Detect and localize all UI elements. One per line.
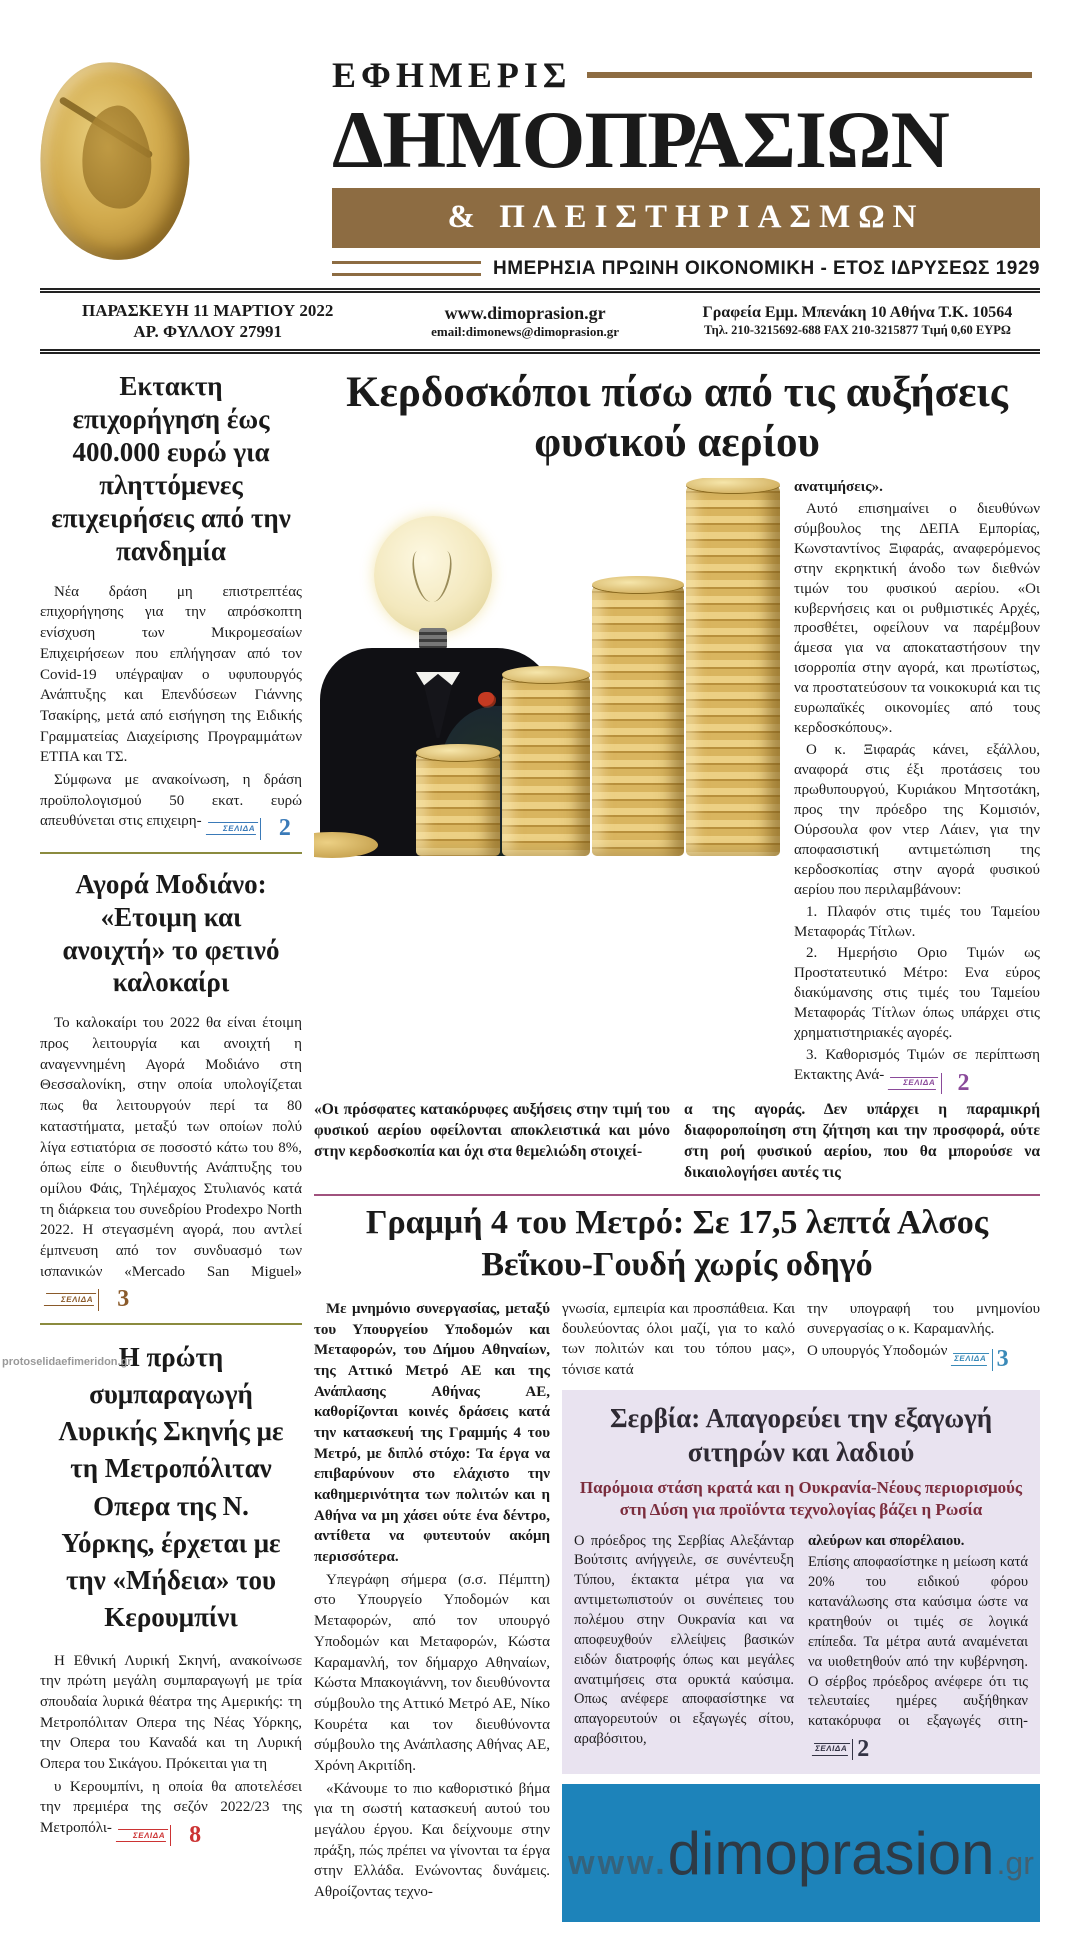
article-paragraph: Σύμφωνα με ανακοίνωση, η δράση προϋπολογισμού 50 εκατ. ευρώ απευθύνεται στις επιχειρη- <box>40 771 302 830</box>
phone-fax-price: Τηλ. 210-3215692-688 FAX 210-3215877 Τιμή 0,60 ΕΥΡΩ <box>703 323 1011 338</box>
serbia-column-2 <box>808 1532 1028 1763</box>
lead-article-quote-row <box>314 1100 1040 1184</box>
section-divider <box>40 852 302 854</box>
article-paragraph: υ Κερουμπίνι, η οποία θα αποτελέσει την πρεμιέρα της σεζόν 2022/23 της Μετροπόλι- <box>40 1778 302 1837</box>
office-address: Γραφεία Εμμ. Μπενάκη 10 Αθήνα Τ.Κ. 10564 <box>702 304 1013 322</box>
serbia-article-box <box>562 1390 1040 1775</box>
serbia-subheadline: Παρόμοια στάση κρατά και η Ουκρανία-Νέους περιορισμούς στη Δύση για προϊόντα τεχνολογίας βάζει η Ρωσία <box>579 1478 1023 1520</box>
coin-stack-1 <box>416 752 500 856</box>
article-headline: Αγορά Μοδιάνο: «Ετοιμη και ανοιχτή» το φετινό καλοκαίρι <box>62 868 280 998</box>
contact-web <box>371 302 679 341</box>
banner-www: www. <box>568 1843 668 1882</box>
masthead-band <box>332 188 1040 248</box>
serbia-column-1 <box>574 1532 794 1763</box>
article-headline: Εκτακτη επιχορήγηση έως 400.000 ευρώ για πληττόμενες επιχειρήσεις από την πανδημία <box>51 371 291 566</box>
main-column <box>314 366 1040 1922</box>
coin-stack-2 <box>502 674 590 856</box>
article-paragraph: Νέα δράση μη επιστρεπτέας επιχορήγησης για την απρόσκοπτη ενίσχυση των Μικρομεσαίων Επιχειρήσεων που επλήγησαν από τον Covid-19 υπέγραψαν ο υφυπουργός Ανάπτυξης και Επενδύσεων Γιάννης Τσακίρης, μετά από εισήγηση της Ειδικής Γραμματείας Διαχείρισης Προγραμμάτων ΕΤΠΑ και ΤΣ. <box>40 583 302 766</box>
metro-column-1 <box>314 1299 550 1923</box>
article-paragraph: Υπεγράφη σήμερα (σ.σ. Πέμπτη) στο Υπουργείο Υποδομών και Μεταφορών, από τον υπουργό Υποδομών και Μεταφορών, Κώστα Καραμανλή, τον δήμαρχο Αθηναίων, Κώστα Μπακογιάννη, τον διευθύνοντα σύμβουλο της Αττικό Μετρό ΑΕ, Νίκο Κουρέτα και τον διευθύνοντα σύμβουλο της Ανάπλασης Αθήνας ΑΕ, Χρόνη Ακριτίδη. <box>314 1571 550 1774</box>
article-paragraph: Ο κ. Ξιφαράς κάνει, εξάλλου, αναφορά στις έξι προτάσεις του πρωθυπουργού, Κυριάκου Μητσοτάκη, προς την πρόεδρο της Κομισιόν, Ούρσουλα φον ντερ Λάιεν, για την αποφασιστική αντιμετώπιση της κερδοσκοπίας στην αγορά φυσικού αερίου που περιλαμβάνουν: <box>794 742 1040 898</box>
banner-domain: dimoprasion <box>667 1819 995 1887</box>
article-paragraph: 2. Ημερήσιο Οριο Τιμών ως Προστατευτικό Μέτρο: Ενα εύρος διακύμανσης στις τιμές του Ταμείου Μεταφοράς Τίτλων όπως υπάρχει στις χρηματιστηριακές αγορές. <box>794 945 1040 1042</box>
page-ref-badge: ΣΕΛΙΔΑ 8 <box>117 1825 201 1847</box>
hermes-coin-logo <box>30 55 200 268</box>
article-paragraph: γνωσία, εμπειρία και προσπάθεια. Και δουλεύοντας όλοι μαζί, για το καλό των πολιτών και του τόπου μας», τόνισε κατά <box>562 1300 795 1378</box>
quote-column-2: α της αγοράς. Δεν υπάρχει η παραμικρή διαφοροποίηση στη ζήτηση και την προσφορά, ούτε στη ροή φυσικού αερίου, που θα μπορούσε να δικαιολογήσει αυτές τις <box>684 1101 1040 1181</box>
sidebar-article-grants <box>40 370 302 840</box>
info-bar <box>40 288 1040 355</box>
bulb-screw-base <box>419 628 447 650</box>
masthead <box>40 54 1040 280</box>
page-ref-badge: ΣΕΛΙΔΑ 3 <box>952 1349 1008 1371</box>
article-paragraph: 3. Καθορισμός Τιμών σε περίπτωση Εκτακτης Ανά- <box>794 1047 1040 1084</box>
page-ref-badge: ΣΕΛΙΔΑ 2 <box>813 1739 869 1761</box>
article-paragraph: ανατιμήσεις». <box>794 478 883 495</box>
lead-headline: Κερδοσκόποι πίσω από τις αυξήσεις φυσικού αερίου <box>346 369 1008 466</box>
masthead-subtitle: & ΠΛΕΙΣΤΗΡΙΑΣΜΩΝ <box>447 199 925 236</box>
sidebar-article-modiano <box>40 868 302 1311</box>
email-address: email:dimonews@dimoprasion.gr <box>431 324 620 339</box>
article-paragraph: αλεύρων και σπορέλαιου. <box>808 1532 965 1549</box>
metro-article <box>314 1202 1040 1923</box>
article-paragraph: Με μνημόνιο συνεργασίας, μεταξύ του Υπουργείου Υποδομών και Μεταφορών, του Δήμου Αθηναίων, της Αττικό Μετρό ΑΕ και της Ανάπλασης Αθήνας ΑΕ, καθορίζονται κοινές δράσεις κατά την κατασκευή της Γραμμής 4 του Μετρό, με διπλό στόχο: Τα έργα να επιβαρύνουν στο ελάχιστο την καθημερινότητα των πολιτών και η Αθήνα να μη χάσει ούτε ένα δέντρο, αντίθετα να φυτευτούν ακόμη περισσότερα. <box>314 1300 550 1566</box>
page-ref-badge: ΣΕΛΙΔΑ 2 <box>207 818 291 840</box>
masthead-rule <box>587 72 1032 78</box>
metro-headline: Γραμμή 4 του Μετρό: Σε 17,5 λεπτά Αλσος Βεΐκου-Γουδή χωρίς οδηγό <box>365 1203 989 1284</box>
article-paragraph: Επίσης αποφασίστηκε η μείωση κατά 20% του ειδικού φόρου κατανάλωσης στα καύσιμα ώστε να κρατηθούν οι τιμές σε λογικά επίπεδα. Τα μέτρα αυτά αναμένεται να υιοθετηθούν από την κυβέρνηση. Ο σέρβος πρόεδρος ανέφερε ότι τις τελευταίες ημέρες αυξήθηκαν κατακόρυφα οι εξαγωγές σιτη- <box>808 1554 1028 1730</box>
filament-icon <box>406 544 460 614</box>
article-paragraph: Ο υπουργός Υποδομών <box>807 1343 948 1360</box>
masthead-double-rule <box>332 261 481 276</box>
issue-date: ΠΑΡΑΣΚΕΥΗ 11 ΜΑΡΤΙΟΥ 2022 <box>81 300 334 320</box>
issue-number: ΑΡ. ΦΥΛΛΟΥ 27991 <box>133 321 283 341</box>
article-paragraph: Αυτό επισημαίνει ο διευθύνων σύμβουλος της ΔΕΠΑ Εμπορίας, Κωνσταντίνος Ξιφαράς, αναφερόμενος στην εκρηκτική άνοδο των διεθνών τιμών του φυσικού αερίου. «Οι κυβερνήσεις και οι ρυθμιστικές Αρχές, προσθέτει, οφείλουν να παρέμβουν άμεσα για να αποκαταστήσουν την ισορροπία στην αγορά, και πρωτίστως, να προστατεύσουν τα νοικοκυριά και τις ευρωπαϊκές οικονομίες από τους κερδοσκόπους». <box>794 500 1040 737</box>
watermark-text: protoselidaefimeridon.gr <box>2 1356 132 1368</box>
website-banner <box>562 1784 1040 1922</box>
lightbulb-man-coins-illustration <box>314 478 782 860</box>
contact-office <box>679 303 1036 339</box>
article-paragraph: Ο πρόεδρος της Σερβίας Αλεξάνταρ Βούτσιτς ανήγγειλε, σε συνέντευξη Τύπου, έκτακτα μέτρα για να αντιμετωπιστούν οι συνέπειες του πολέμου στην Ουκρανία και να αποφευχθούν ελλείψεις βασικών ειδών διατροφής όπως και μεγάλες ανατιμήσεις στα ορυκτά καύσιμα. Οπως ανέφερε αποφασίστηκε να απαγορευτούν οι εξαγωγές σίτου, αραβόσιτου, <box>574 1532 794 1748</box>
left-column <box>40 366 302 1922</box>
serbia-headline: Σερβία: Απαγορεύει την εξαγωγή σιτηρών και λαδιού <box>609 1402 993 1467</box>
masthead-kicker: ΕΦΗΜΕΡΙΣ <box>332 55 572 95</box>
page-ref-badge: ΣΕΛΙΔΑ 3 <box>45 1289 129 1311</box>
article-paragraph: Το καλοκαίρι του 2022 θα είναι έτοιμη προς λειτουργία και ανοιχτή η αναγεννημένη Αγορά Μοδιάνο στη Θεσσαλονίκη, στην οποία υπολογίζεται πως θα λειτουργούν περί τα 80 καταστήματα, μεταξύ των οποίων πολύ λίγα εστιατόρια σε ποσοστό κάτω του 8%, όπως είπε ο διευθυντής Ανάπτυξης του ομίλου Φάις, Τηλέμαχος Στυλιανός κατά τη διάρκεια του συνεδρίου Prodexpo North 2022. Η στεγασμένη αγορά, που αντλεί έμπνευση από τον συνδυασμό των ισπανικών «Mercado San Miguel» <box>40 1015 302 1280</box>
article-paragraph: «Κάνουμε το πιο καθοριστικό βήμα για τη σωστή κατασκευή αυτού του μεγάλου έργου. Και δείχνουμε στην πράξη, πώς πρέπει να γίνονται τα έργα στην Ελλάδα. Ενώνοντας δυνάμεις. Αθροίζοντας τεχνο- <box>314 1780 550 1901</box>
metro-column-3 <box>807 1299 1040 1382</box>
quote-column-1: «Οι πρόσφατες κατακόρυφες αυξήσεις στην τιμή του φυσικού αερίου οφείλονται αποκλειστικά και μόνο στην κερδοσκοπία και όχι στα θεμελιώδη στοιχεί- <box>314 1101 670 1161</box>
section-divider <box>40 1323 302 1325</box>
masthead-text-block <box>206 54 1040 280</box>
sidebar-article-opera <box>40 1339 302 1847</box>
lead-article-right-column <box>794 478 1040 1096</box>
article-paragraph: 1. Πλαφόν στις τιμές του Ταμείου Μεταφοράς Τίτλων. <box>794 903 1040 940</box>
section-divider-purple <box>314 1194 1040 1196</box>
coin-stack-4 <box>686 484 780 856</box>
masthead-tagline: ΗΜΕΡΗΣΙΑ ΠΡΩΙΝΗ ΟΙΚΟΝΟΜΙΚΗ - ΕΤΟΣ ΙΔΡΥΣΕΩΣ 1929 <box>493 257 1040 279</box>
page-ref-badge: ΣΕΛΙΔΑ 2 <box>889 1073 969 1095</box>
banner-tld: .gr <box>996 1844 1034 1881</box>
masthead-title: ΔΗΜΟΠΡΑΣΙΩΝ <box>332 94 949 185</box>
coin-stack-3 <box>592 584 684 856</box>
article-paragraph: την υπογραφή του μνημονίου συνεργασίας ο κ. Καραμανλής. <box>807 1300 1040 1338</box>
article-headline: Η πρώτη συμπαραγωγή Λυρικής Σκηνής με τη Μετροπόλιταν Οπερα της Ν. Υόρκης, έρχεται με την «Μήδεια» του Κερουμπίνι <box>58 1341 284 1633</box>
issue-info <box>44 300 371 343</box>
website-url: www.dimoprasion.gr <box>444 302 606 323</box>
article-paragraph: Η Εθνική Λυρική Σκηνή, ανακοίνωσε την πρώτη μεγάλη συμπαραγωγή με τρία σπουδαία λυρικά θέατρα της Αμερικής: τη Μετροπόλιταν Οπερα της Νέας Υόρκης, την Οπερα του Καναδά και τη Λυρική Οπερα του Σικάγου. Πρόκειται για τη <box>40 1652 302 1773</box>
metro-column-2 <box>562 1299 795 1382</box>
